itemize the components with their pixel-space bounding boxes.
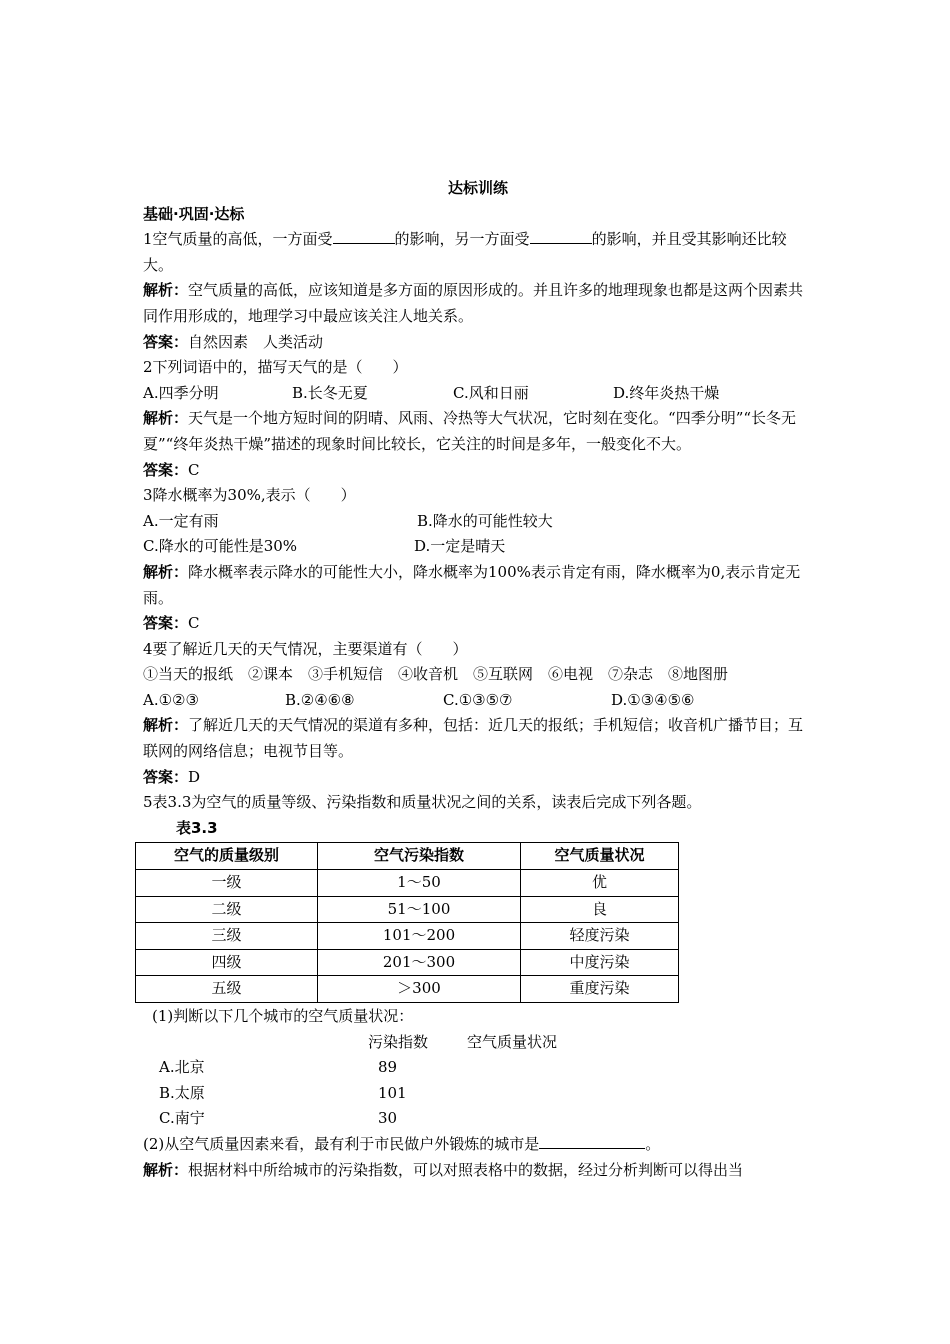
answer-label: 答案： (143, 767, 189, 786)
q1-text-b: 的影响，另一方面受 (394, 230, 530, 249)
q5-city-row (143, 1081, 813, 1107)
table-cell: 二级 (136, 896, 318, 923)
analysis-label: 解析： (143, 716, 189, 735)
city-index: 30 (378, 1109, 398, 1128)
q4-options (143, 688, 813, 714)
table-cell: 一级 (136, 870, 318, 897)
q2-options (143, 381, 813, 407)
table-row (136, 976, 679, 1003)
q1-answer (143, 330, 813, 356)
table-header: 空气质量状况 (521, 843, 679, 870)
q4-analysis (143, 713, 813, 764)
analysis-text: 空气质量的高低，应该知道是多方面的原因形成的。并且许多的地理现象也都是这两个因素共同作用形成的，地理学习中最应该关注人地关系。 (143, 281, 804, 325)
question-5: 5表3.3为空气的质量等级、污染指数和质量状况之间的关系，读表后完成下列各题。 (143, 793, 702, 812)
q2-answer (143, 458, 813, 484)
table-header: 空气污染指数 (318, 843, 521, 870)
table-cell: 重度污染 (521, 976, 679, 1003)
answer-text: D (188, 767, 201, 786)
answer-label: 答案： (143, 332, 189, 351)
question-4: 4要了解近几天的天气情况，主要渠道有（ ） (143, 639, 468, 658)
q4-items: ①当天的报纸 ②课本 ③手机短信 ④收音机 ⑤互联网 ⑥电视 ⑦杂志 ⑧地图册 (143, 665, 729, 684)
table-header: 空气的质量级别 (136, 843, 318, 870)
col-status-label: 空气质量状况 (467, 1032, 558, 1051)
q1-text-c: 的影响，并且受其影响还 (591, 230, 757, 249)
table-cell: 优 (521, 870, 679, 897)
q5-city-row (143, 1106, 813, 1132)
table-row (136, 923, 679, 950)
table-row (136, 870, 679, 897)
analysis-label: 解析： (143, 562, 189, 581)
table-cell: 五级 (136, 976, 318, 1003)
question-3: 3降水概率为30%,表示（ ） (143, 486, 356, 505)
q4-option-b[interactable]: B.②④⑥⑧ (285, 690, 355, 709)
q5-analysis (143, 1158, 813, 1184)
q5-sub-2-end: 。 (645, 1134, 661, 1153)
table-cell: 轻度污染 (521, 923, 679, 950)
q3-options-row-1 (143, 509, 813, 535)
city-index: 89 (378, 1058, 398, 1077)
document-page (143, 176, 813, 1183)
q5-city-row (143, 1055, 813, 1081)
table-row (136, 949, 679, 976)
q5-city-header (143, 1030, 813, 1056)
analysis-text: 了解近几天的天气情况的渠道有多种，包括：近几天的报纸；手机短信；收音机广播节目；互联网的网络信息；电视节目等。 (143, 716, 804, 761)
answer-text: C (188, 614, 200, 633)
q1-analysis (143, 278, 813, 329)
city-name: B.太原 (159, 1083, 205, 1102)
q1-blank-1[interactable] (333, 228, 395, 244)
answer-label: 答案： (143, 614, 189, 633)
table-cell: 良 (521, 896, 679, 923)
q2-option-d[interactable]: D.终年炎热干燥 (613, 383, 720, 402)
q1-text-a: 1空气质量的高低，一方面受 (143, 230, 333, 249)
q4-option-c[interactable]: C.①③⑤⑦ (443, 690, 513, 709)
page-title: 达标训练 (447, 179, 508, 197)
table-row (136, 896, 679, 923)
q5-sub-1: (1)判断以下几个城市的空气质量状况： (152, 1007, 414, 1025)
analysis-label: 解析： (143, 281, 189, 300)
q3-answer (143, 611, 813, 637)
analysis-text: 降水概率表示降水的可能性大小，降水概率为100%表示肯定有雨，降水概率为0,表示肯定无雨。 (143, 562, 801, 607)
answer-text: C (188, 460, 200, 479)
table-cell: 201～300 (318, 949, 521, 976)
table-cell: 1～50 (318, 870, 521, 897)
table-cell: ＞300 (318, 976, 521, 1003)
q3-option-b[interactable]: B.降水的可能性较大 (417, 511, 553, 530)
section-heading: 基础·巩固·达标 (143, 204, 245, 223)
q1-blank-2[interactable] (530, 228, 592, 244)
answer-text: 自然因素 人类活动 (188, 332, 324, 351)
q3-options-row-2 (143, 534, 813, 560)
q5-sub-2-blank[interactable] (539, 1133, 645, 1149)
city-name: C.南宁 (159, 1109, 205, 1128)
question-2: 2下列词语中的，描写天气的是（ ） (143, 358, 408, 377)
city-name: A.北京 (159, 1058, 205, 1077)
q1-text-d: 比较大。 (143, 230, 787, 274)
analysis-text: 天气是一个地方短时间的阴晴、风雨、冷热等大气状况，它时刻在变化。“四季分明”“长冬无夏”“终年炎热干燥”描述的现象时间比较长，它关注的时间是多年，一般变化不大。 (143, 409, 797, 453)
col-index-label: 污染指数 (368, 1032, 429, 1051)
q4-option-a[interactable]: A.①②③ (143, 690, 199, 709)
q3-option-d[interactable]: D.一定是晴天 (414, 537, 506, 556)
answer-label: 答案： (143, 460, 189, 479)
q4-option-d[interactable]: D.①③④⑤⑥ (611, 690, 695, 709)
table-caption: 表3.3 (176, 818, 218, 837)
table-cell: 101～200 (318, 923, 521, 950)
q3-option-c[interactable]: C.降水的可能性是30% (143, 537, 298, 556)
analysis-text: 根据材料中所给城市的污染指数，可以对照表格中的数据，经过分析判断可以得出当 (188, 1160, 744, 1179)
table-cell: 中度污染 (521, 949, 679, 976)
table-header-row (136, 843, 679, 870)
analysis-label: 解析： (143, 1160, 189, 1179)
q5-sub-2 (143, 1132, 813, 1158)
q2-option-b[interactable]: B.长冬无夏 (292, 383, 368, 402)
table-cell: 四级 (136, 949, 318, 976)
q2-analysis (143, 406, 813, 457)
q3-option-a[interactable]: A.一定有雨 (143, 511, 219, 530)
q2-option-c[interactable]: C.风和日丽 (453, 383, 529, 402)
analysis-label: 解析： (143, 409, 189, 428)
city-index: 101 (378, 1083, 407, 1102)
q3-analysis (143, 560, 813, 611)
q2-option-a[interactable]: A.四季分明 (143, 383, 219, 402)
table-cell: 三级 (136, 923, 318, 950)
table-cell: 51～100 (318, 896, 521, 923)
q4-answer (143, 765, 813, 791)
air-quality-table (135, 842, 679, 1003)
q5-sub-2-text: (2)从空气质量因素来看，最有利于市民做户外锻炼的城市是 (143, 1134, 540, 1153)
question-1 (143, 227, 813, 278)
